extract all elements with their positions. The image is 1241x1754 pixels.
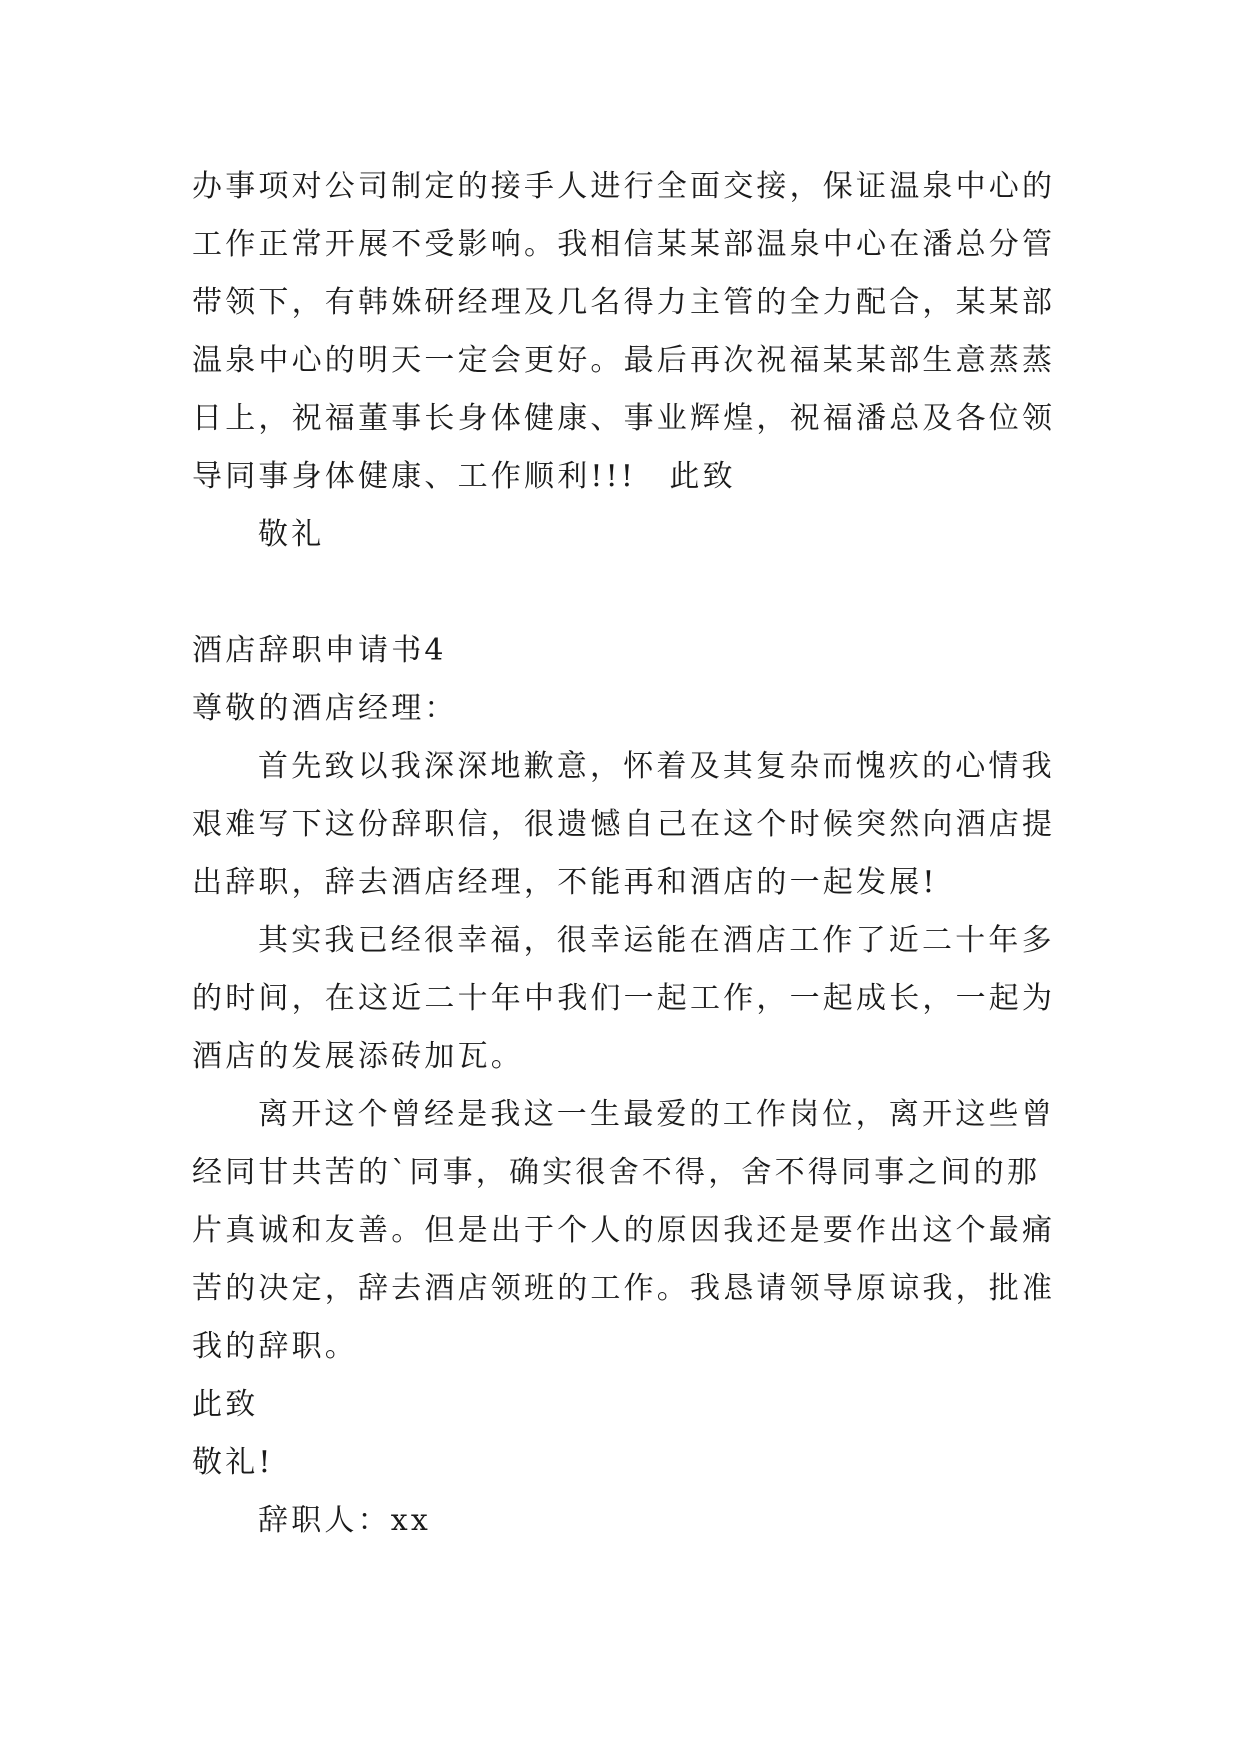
- paragraph-3: [192, 1086, 1060, 1376]
- closing-respect: 敬礼: [258, 517, 325, 552]
- document-page: [192, 158, 1060, 1550]
- text-line: 艰难写下这份辞职信，很遗憾自己在这个时候突然向酒店提: [192, 807, 1056, 842]
- section-title: 酒店辞职申请书4: [192, 633, 447, 668]
- text-line: 片真诚和友善。但是出于个人的原因我还是要作出这个最痛: [192, 1213, 1056, 1248]
- text-line: 首先致以我深深地歉意，怀着及其复杂而愧疚的心情我: [258, 749, 1055, 784]
- paragraph-2: [192, 912, 1060, 1086]
- salutation: 尊敬的酒店经理：: [192, 691, 458, 726]
- closing-ci-zhi: 此致: [192, 1387, 259, 1422]
- continuation-paragraph: [192, 158, 1060, 506]
- signature: 辞职人：xx: [258, 1503, 432, 1538]
- text-line: 我的辞职。: [192, 1329, 358, 1364]
- text-line: 酒店的发展添砖加瓦。: [192, 1039, 524, 1074]
- text-line: 经同甘共苦的`同事，确实很舍不得，舍不得同事之间的那: [192, 1155, 1041, 1190]
- paragraph-1: [192, 738, 1060, 912]
- closing-jing-li: 敬礼!: [192, 1445, 274, 1480]
- text-line: 温泉中心的明天一定会更好。最后再次祝福某某部生意蒸蒸: [192, 343, 1056, 378]
- text-line: 导同事身体健康、工作顺利!!! 此致: [192, 459, 736, 494]
- text-line: 离开这个曾经是我这一生最爱的工作岗位，离开这些曾: [258, 1097, 1055, 1132]
- text-line: 出辞职，辞去酒店经理，不能再和酒店的一起发展!: [192, 865, 938, 900]
- text-line: 带领下，有韩姝研经理及几名得力主管的全力配合，某某部: [192, 285, 1056, 320]
- text-line: 日上，祝福董事长身体健康、事业辉煌，祝福潘总及各位领: [192, 401, 1056, 436]
- text-line: 的时间，在这近二十年中我们一起工作，一起成长，一起为: [192, 981, 1056, 1016]
- text-line: 工作正常开展不受影响。我相信某某部温泉中心在潘总分管: [192, 227, 1056, 262]
- text-line: 办事项对公司制定的接手人进行全面交接，保证温泉中心的: [192, 169, 1056, 204]
- section-gap: [192, 564, 1060, 622]
- text-line: 其实我已经很幸福，很幸运能在酒店工作了近二十年多: [258, 923, 1055, 958]
- text-line: 苦的决定，辞去酒店领班的工作。我恳请领导原谅我，批准: [192, 1271, 1056, 1306]
